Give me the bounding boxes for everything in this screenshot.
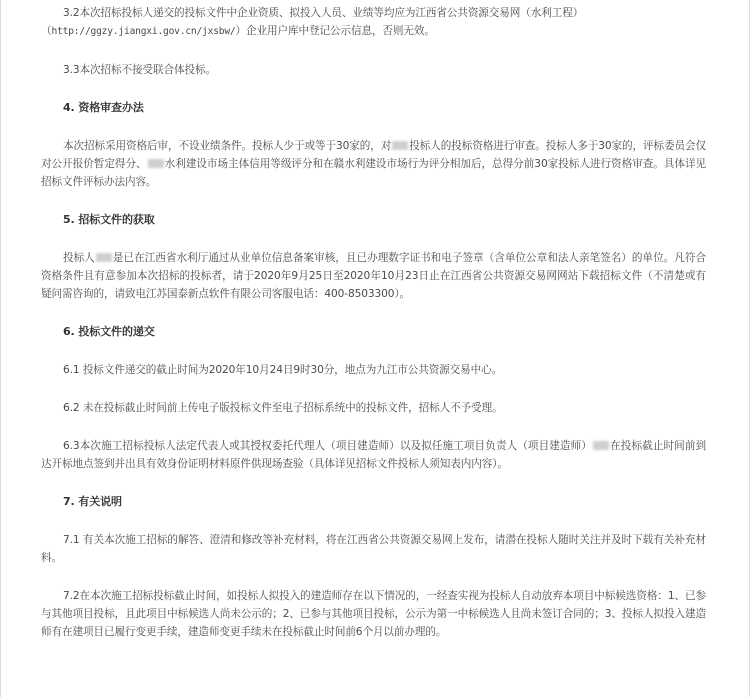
clause-6-3: 6.3本次施工招标投标人法定代表人或其授权委托代理人（项目建造师）以及拟任施工项目负责人（项目建造师） 在投标截止时间前到达开标地点签到并出具有效身份证明材料原件供现场查验（具体详见招标文件投标人须知表内内容）。 [41, 440, 706, 470]
heading-obtain-documents: 5. 招标文件的获取 [63, 213, 155, 226]
clause-3-2-text-b: 企业用户库中登记公示信息，否则无效。 [246, 25, 435, 37]
heading-notes: 7. 有关说明 [63, 495, 122, 508]
redaction-mark [392, 141, 408, 150]
clause-3-3: 3.3本次招标不接受联合体投标。 [63, 64, 216, 76]
heading-qualification-review: 4. 资格审查办法 [63, 101, 144, 114]
jiangxi-resource-url[interactable]: http://ggzy.jiangxi.gov.cn/jxsbw/ [51, 26, 236, 37]
clause-6-1: 6.1 投标文件递交的截止时间为2020年10月24日9时30分，地点为九江市公共资源交易中心。 [63, 364, 503, 376]
qualification-paragraph: 本次招标采用资格后审，不设业绩条件。投标人少于或等于30家的，对 投标人的投标资格进行审查。投标人多于30家的，评标委员会仅对公开报价暂定得分、 水利建设市场主体信用等级评分和在赣水利建设市场行为评分相加后，总得分前30家投标人进行资格审查。具体详见招标文件评标办法内容。 [41, 140, 707, 188]
clause-3-2-text-a: 3.2本次招标投标人递交的投标文件中企业资质、拟投入人员、业绩等均应为江西省公共资源交易网（水利工程） [63, 7, 584, 19]
clause-7-2: 7.2在本次施工招标投标截止时间，如投标人拟投入的建造师存在以下情况的，一经查实视为投标人自动放弃本项目中标候选资格：1、已参与其他项目投标，且此项目中标候选人尚未公示的；2、已参与其他项目投标，公示为第一中标候选人且尚未签订合同的；3、投标人拟投入建造师有在建项目已履行变更手续，建造师变更手续未在投标截止时间前6个月以前办理的。 [41, 590, 706, 638]
document-body [41, 4, 706, 641]
redaction-mark [96, 253, 112, 262]
clause-6-2: 6.2 未在投标截止时间前上传电子版投标文件至电子招标系统中的投标文件，招标人不予受理。 [63, 402, 503, 414]
obtain-documents-paragraph: 投标人 是已在江西省水利厅通过从业单位信息备案审核，且已办理数字证书和电子签章（含单位公章和法人亲笔签名）的单位。凡符合资格条件且有意参加本次招标的投标者，请于2020年9月25日至2020年10月23日止在江西省公共资源交易网网站下载招标文件（不清楚或有疑问需咨询的，请致电江苏国泰新点软件有限公司客服电话：400-8503300）。 [41, 252, 706, 300]
clause-3-2 [41, 4, 706, 22]
clause-3-2-continued: （http://ggzy.jiangxi.gov.cn/jxsbw/）企业用户库中登记公示信息，否则无效。 [41, 25, 435, 37]
clause-7-1: 7.1 有关本次施工招标的解答、澄清和修改等补充材料，将在江西省公共资源交易网上发布，请潜在投标人随时关注并及时下载有关补充材料。 [41, 534, 706, 564]
redaction-mark [148, 159, 164, 168]
redaction-mark [593, 441, 609, 450]
heading-submission: 6. 投标文件的递交 [63, 325, 155, 338]
